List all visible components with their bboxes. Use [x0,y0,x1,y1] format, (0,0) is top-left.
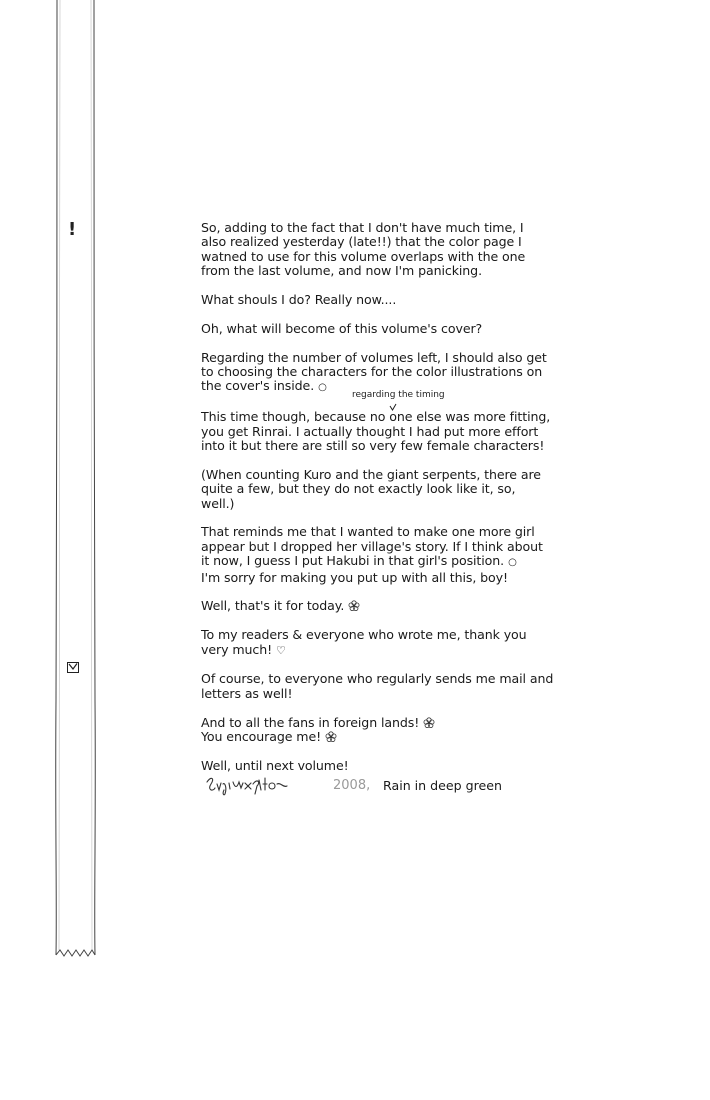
paragraph [201,410,561,453]
paragraph [201,525,561,585]
paragraph-text: And to all the fans in foreign lands! [201,714,420,730]
paragraph [201,672,561,701]
paragraph [201,293,561,307]
droplet-icon: ○ [318,382,327,394]
paragraph [201,468,561,511]
paragraph [201,716,561,745]
flower-icon [325,731,337,743]
paragraph-text: That reminds me that I wanted to make one more girl appear but I dropped her village's story. If I think about it now, I guess I put Hakubi in that girl's position. [201,524,543,569]
caret-mark-icon [389,403,397,411]
paragraph-text: This time though, because no one else was more fitting, you get Rinrai. I actually thought I had put more effort into it but there are still so very few female characters! [201,409,551,454]
exclamation-mark: ! [68,219,77,240]
margin-annotation: regarding the timing [352,390,445,400]
paragraph-text: (When counting Kuro and the giant serpents, there are quite a few, but they do not exactly look like it, so, well.) [201,466,541,511]
paragraph-text: So, adding to the fact that I don't have much time, I also realized yesterday (late!!) that the color page I watned to use for this volume overlaps with the one from the last volume, and now I'm panicking. [201,220,526,279]
paragraph [201,221,561,279]
paragraph-text: To my readers & everyone who wrote me, thank you very much! [201,627,527,657]
paragraph-text-continued: I'm sorry for making you put up with all this, boy! [201,569,508,585]
signature-note: Rain in deep green [383,778,503,793]
margin-ribbon [50,0,100,965]
paragraph [201,628,561,658]
signature-year: 2008, [333,778,371,793]
paragraph-text: What shouls I do? Really now.... [201,292,397,308]
paragraph-text: Regarding the number of volumes left, I should also get to choosing the characters for the color illustrations on the cover's inside. [201,349,547,394]
heart-icon: ♡ [276,643,286,657]
paragraph-text: Of course, to everyone who regularly sends me mail and letters as well! [201,671,554,701]
paragraph [201,759,561,773]
paragraph-text: Well, until next volume! [201,757,349,773]
handwritten-signature-icon [203,774,331,798]
signature-line [203,774,533,798]
flower-icon [348,600,360,612]
paragraph-text: Oh, what will become of this volume's cover? [201,320,483,336]
paragraph [201,599,561,613]
paragraph-text-continued: You encourage me! [201,729,322,745]
check-box-icon [67,662,79,673]
droplet-icon: ○ [508,557,517,569]
flower-icon [423,717,435,729]
paragraph [201,322,561,336]
paragraph-text: Well, that's it for today. [201,598,345,614]
afterword-text [201,221,561,788]
